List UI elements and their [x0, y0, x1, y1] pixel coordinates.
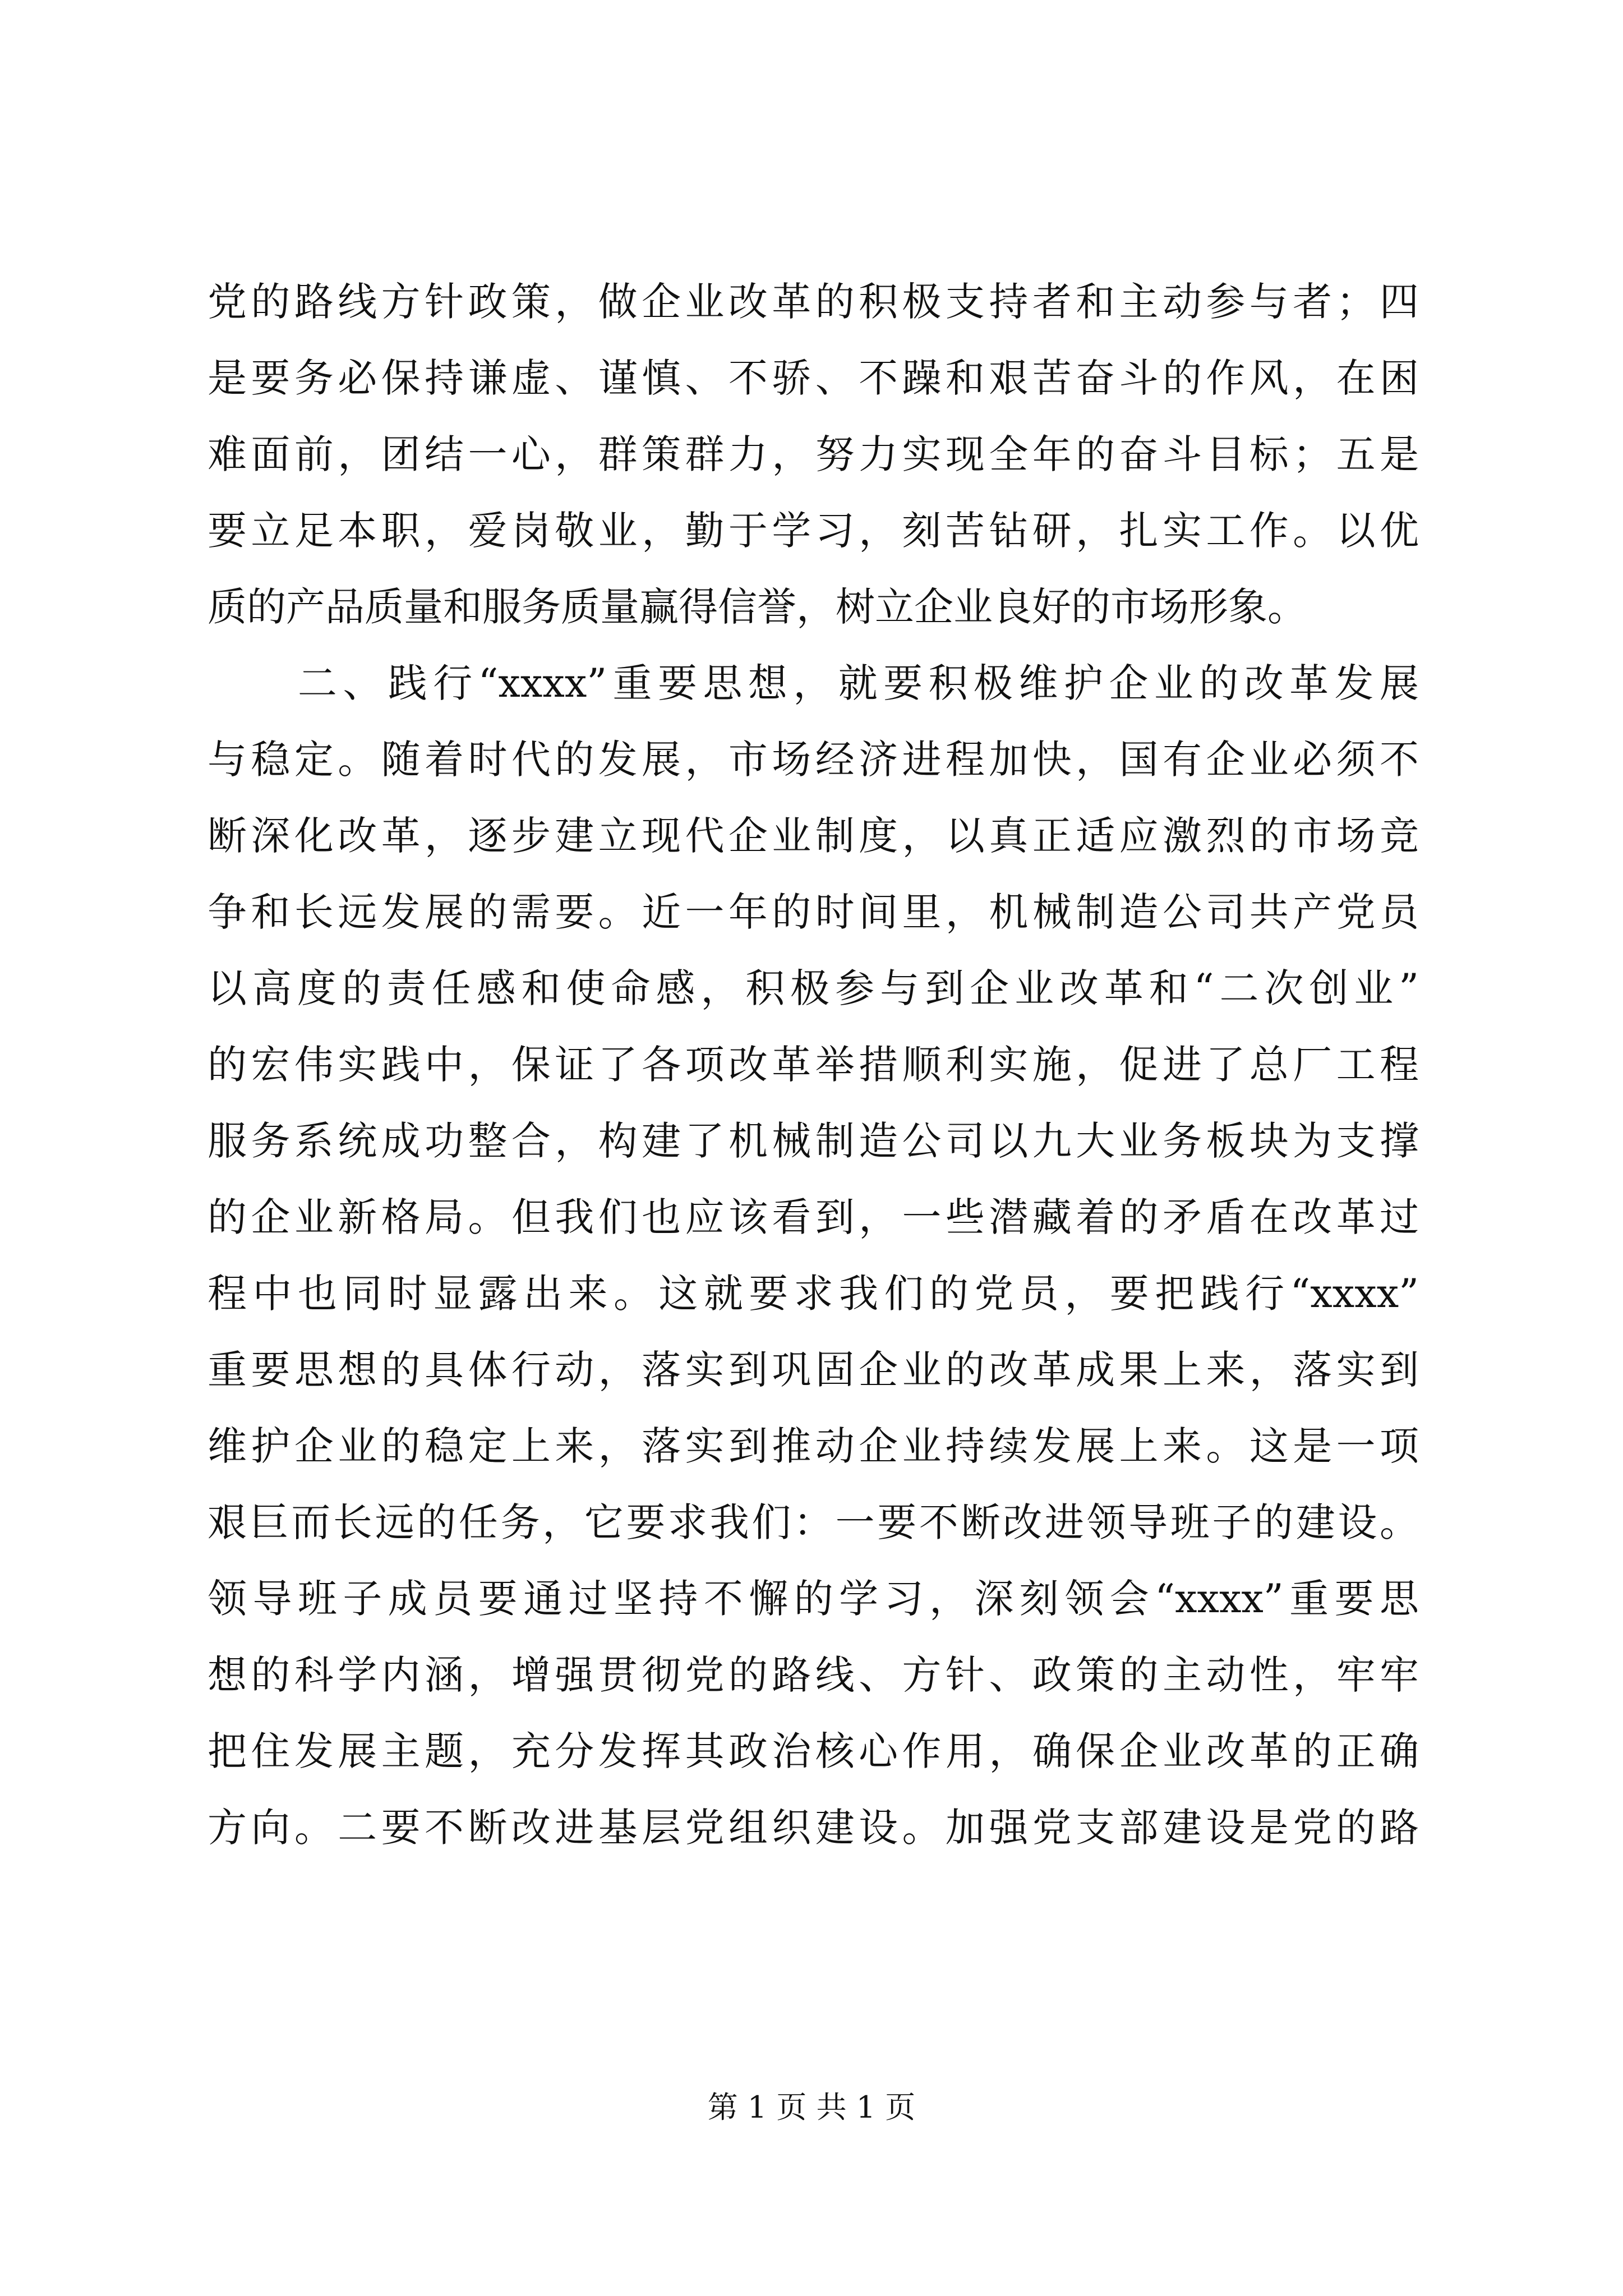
text-line: 的宏伟实践中，保证了各项改革举措顺利实施，促进了总厂工程 [208, 1042, 1419, 1088]
text-line: 党的路线方针政策，做企业改革的积极支持者和主动参与者；四 [208, 279, 1419, 325]
text-line: 重要思想的具体行动，落实到巩固企业的改革成果上来，落实到 [208, 1347, 1419, 1393]
text-line: 艰巨而长远的任务，它要求我们：一要不断改进领导班子的建设。 [208, 1499, 1419, 1545]
text-line: 想的科学内涵，增强贯彻党的路线、方针、政策的主动性，牢牢 [208, 1652, 1419, 1698]
text-line: 断深化改革，逐步建立现代企业制度，以真正适应激烈的市场竞 [208, 813, 1419, 859]
text-line: 与稳定。随着时代的发展，市场经济进程加快，国有企业必须不 [208, 737, 1419, 783]
text-line: 难面前，团结一心，群策群力，努力实现全年的奋斗目标；五是 [208, 431, 1419, 477]
text-line: 服务系统成功整合，构建了机械制造公司以九大业务板块为支撑 [208, 1118, 1419, 1164]
text-line: 方向。二要不断改进基层党组织建设。加强党支部建设是党的路 [208, 1805, 1419, 1851]
text-line: 争和长远发展的需要。近一年的时间里，机械制造公司共产党员 [208, 889, 1419, 935]
text-line: 程中也同时显露出来。这就要求我们的党员，要把践行“xxxx” [208, 1271, 1419, 1317]
text-line: 以高度的责任感和使命感，积极参与到企业改革和“二次创业” [208, 965, 1419, 1011]
text-line: 维护企业的稳定上来，落实到推动企业持续发展上来。这是一项 [208, 1423, 1419, 1469]
text-line: 二、践行“xxxx”重要思想，就要积极维护企业的改革发展 [208, 660, 1419, 706]
text-line: 领导班子成员要通过坚持不懈的学习，深刻领会“xxxx”重要思 [208, 1576, 1419, 1622]
text-line: 是要务必保持谦虚、谨慎、不骄、不躁和艰苦奋斗的作风，在困 [208, 355, 1419, 401]
text-line: 要立足本职，爱岗敬业，勤于学习，刻苦钻研，扎实工作。以优 [208, 508, 1419, 554]
text-line: 质的产品质量和服务质量赢得信誉，树立企业良好的市场形象。 [208, 584, 1307, 630]
document-body [208, 264, 1419, 1866]
text-line: 的企业新格局。但我们也应该看到，一些潜藏着的矛盾在改革过 [208, 1194, 1419, 1240]
page-number-footer: 第 1 页 共 1 页 [707, 2090, 916, 2125]
text-line: 把住发展主题，充分发挥其政治核心作用，确保企业改革的正确 [208, 1728, 1419, 1774]
